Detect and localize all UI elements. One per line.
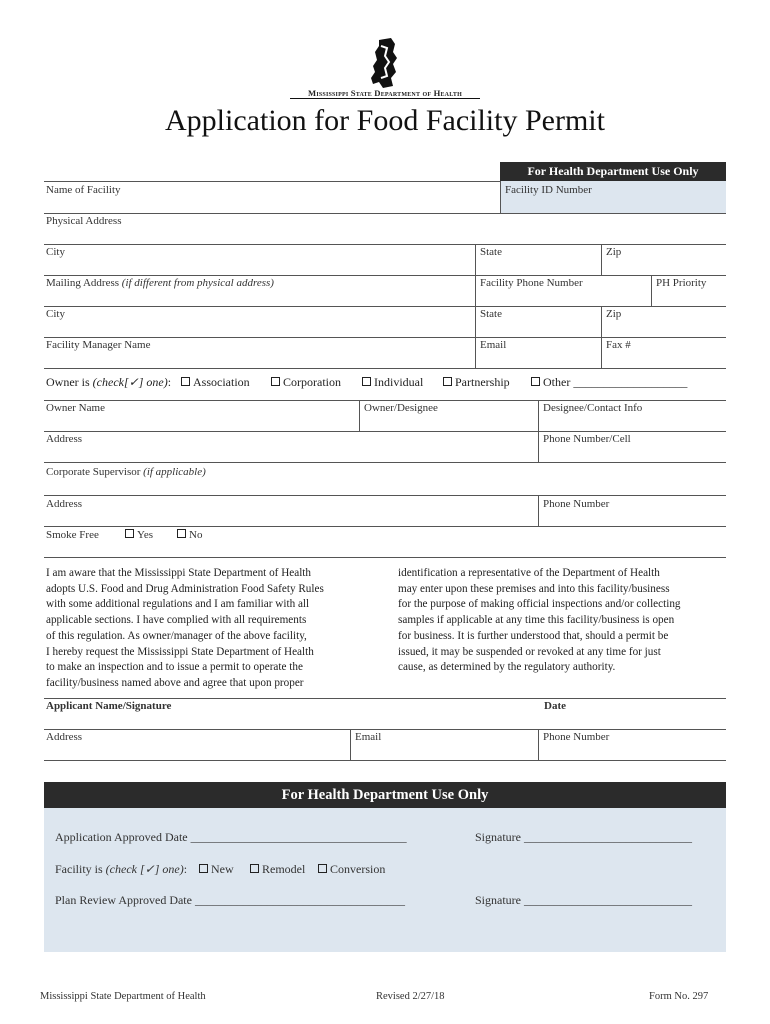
checkbox-icon (177, 529, 186, 538)
owner-designee-label: Owner/Designee (364, 402, 438, 414)
divider (538, 495, 539, 526)
fax-label: Fax # (606, 339, 631, 351)
checkbox-icon (362, 377, 371, 386)
smoke-yes-label: Yes (137, 529, 154, 541)
owner-option-individual[interactable] (362, 375, 423, 390)
statement-line: may enter upon these premises and into this facility/business (398, 582, 670, 595)
rule (44, 495, 726, 496)
owner-option-partnership[interactable] (443, 375, 510, 390)
page-title: Application for Food Facility Permit (165, 104, 605, 137)
applicant-phone-label: Phone Number (543, 731, 610, 743)
email-label: Email (480, 339, 507, 351)
checkbox-icon (443, 377, 452, 386)
divider (500, 181, 501, 213)
rule (44, 729, 726, 730)
physical-address-field[interactable] (44, 229, 726, 243)
facility-option-new[interactable] (199, 862, 234, 877)
owner-type-note: (check[✓] one) (92, 375, 168, 389)
state2-label: State (480, 308, 502, 320)
corp-supervisor-note: (if applicable) (143, 466, 206, 478)
divider (475, 306, 476, 337)
rule (44, 275, 726, 276)
office-use-bottom-heading: For Health Department Use Only (44, 782, 726, 808)
statement-line: applicable sections. I have complied with all requirements (46, 614, 307, 627)
owner-option-label: Partnership (455, 375, 510, 389)
applicant-email-label: Email (355, 731, 382, 743)
facility-is-row (55, 862, 187, 877)
rule (44, 698, 726, 699)
rule (44, 368, 726, 369)
facility-is-prefix: Facility is (55, 862, 106, 876)
mailing-address-label (46, 277, 274, 289)
statement-line: to make an inspection and to issue a permit to operate the (46, 661, 303, 674)
owner-option-association[interactable] (181, 375, 250, 390)
applicant-date-label: Date (544, 700, 566, 712)
rule (44, 557, 726, 558)
owner-option-label: Corporation (283, 375, 341, 389)
divider (601, 244, 602, 275)
statement-line: identification a representative of the Department of Health (398, 567, 660, 579)
signature1-field[interactable]: Signature ____________________________ (475, 830, 692, 844)
facility-id-label: Facility ID Number (505, 184, 592, 196)
owner-type-row (46, 375, 171, 390)
facility-is-colon: : (183, 862, 188, 876)
manager-label: Facility Manager Name (46, 339, 151, 351)
rule (44, 181, 500, 182)
city2-label: City (46, 308, 65, 320)
mississippi-state-logo-icon (365, 38, 405, 88)
footer-form-number: Form No. 297 (649, 991, 709, 1002)
owner-option-label: Individual (374, 375, 424, 389)
state-label: State (480, 246, 502, 258)
rule (44, 306, 726, 307)
checkbox-icon (250, 864, 259, 873)
statement-line: samples if applicable at any time this facility/business is open (398, 614, 675, 627)
smoke-yes-option[interactable] (125, 529, 153, 541)
statement-line: of this regulation. As owner/manager of the above facility, (46, 629, 307, 642)
statement-line: cause, as determined by the regulatory authority. (398, 661, 616, 674)
divider (651, 275, 652, 306)
checkbox-icon (181, 377, 190, 386)
footer-agency: Mississippi State Department of Health (40, 991, 206, 1002)
rule (44, 526, 726, 527)
signature2-field[interactable]: Signature ____________________________ (475, 893, 692, 907)
statement-line: for business. It is further understood that, should a permit be (398, 629, 669, 642)
statement-line: issued, it may be suspended or revoked at any time for just (398, 645, 661, 658)
divider (601, 337, 602, 368)
checkbox-icon (271, 377, 280, 386)
divider (475, 337, 476, 368)
agency-logo-text: Mississippi State Department of Health (290, 88, 480, 99)
statement-line: I hereby request the Mississippi State Department of Health (46, 645, 314, 658)
divider (475, 244, 476, 275)
mailing-address-note: (if different from physical address) (121, 277, 274, 289)
rule (44, 337, 726, 338)
applicant-address-label: Address (46, 731, 83, 743)
corp-phone-label: Phone Number (543, 498, 610, 510)
statement-line: facility/business named above and agree that upon proper (46, 676, 304, 689)
facility-option-label: Remodel (262, 862, 306, 876)
statement-line: with some additional regulations and I am familiar with all (46, 598, 310, 611)
statement-line: I am aware that the Mississippi State Department of Health (46, 567, 312, 579)
owner-name-label: Owner Name (46, 402, 105, 414)
facility-option-conversion[interactable] (318, 862, 385, 877)
owner-option-label: Association (193, 375, 250, 389)
facility-option-remodel[interactable] (250, 862, 305, 877)
statement-left (46, 566, 366, 692)
corp-address-label: Address (46, 498, 83, 510)
owner-option-label: Other ___________________ (543, 375, 688, 389)
city-label: City (46, 246, 65, 258)
mailing-address-text: Mailing Address (46, 277, 120, 289)
office-use-top-heading: For Health Department Use Only (500, 162, 726, 181)
divider (538, 729, 539, 760)
divider (601, 306, 602, 337)
corp-supervisor-text: Corporate Supervisor (46, 466, 141, 478)
divider (359, 400, 360, 431)
smoke-no-label: No (189, 529, 203, 541)
checkbox-icon (531, 377, 540, 386)
facility-name-label: Name of Facility (46, 184, 121, 196)
zip2-label: Zip (606, 308, 622, 320)
facility-name-field[interactable] (44, 198, 498, 212)
rule (44, 431, 726, 432)
checkbox-icon (125, 529, 134, 538)
agency-logo (290, 38, 480, 100)
rule (44, 760, 726, 761)
statement-right (398, 566, 726, 676)
statement-line: for the purpose of making official inspections and/or collecting (398, 598, 681, 611)
rule (44, 400, 726, 401)
checkbox-icon (199, 864, 208, 873)
facility-option-label: New (211, 862, 234, 876)
statement-line: adopts U.S. Food and Drug Administration Food Safety Rules (46, 582, 324, 595)
corp-supervisor-label (46, 466, 206, 478)
rule (44, 244, 726, 245)
facility-phone-label: Facility Phone Number (480, 277, 583, 289)
owner-option-other[interactable] (531, 375, 687, 390)
rule (44, 213, 726, 214)
owner-type-colon: : (167, 375, 172, 389)
footer-revised: Revised 2/27/18 (376, 991, 445, 1002)
application-approved-date-field[interactable]: Application Approved Date ____________________________________ (55, 830, 407, 844)
divider (475, 275, 476, 306)
ph-priority-label: PH Priority (656, 277, 707, 289)
rule (44, 462, 726, 463)
applicant-signature-field[interactable] (44, 714, 534, 728)
physical-address-label: Physical Address (46, 215, 122, 227)
phone-cell-label: Phone Number/Cell (543, 433, 631, 445)
owner-type-prefix: Owner is (46, 375, 93, 389)
checkbox-icon (318, 864, 327, 873)
divider (350, 729, 351, 760)
zip-label: Zip (606, 246, 622, 258)
owner-address-label: Address (46, 433, 83, 445)
facility-option-label: Conversion (330, 862, 386, 876)
smoke-free-label: Smoke Free (46, 529, 99, 541)
applicant-signature-label: Applicant Name/Signature (46, 700, 172, 712)
owner-option-corporation[interactable] (271, 375, 341, 390)
smoke-no-option[interactable] (177, 529, 202, 541)
plan-review-approved-date-field[interactable]: Plan Review Approved Date ___________________________________ (55, 893, 405, 907)
facility-is-note: (check [✓] one) (105, 862, 184, 876)
designee-contact-label: Designee/Contact Info (543, 402, 643, 414)
